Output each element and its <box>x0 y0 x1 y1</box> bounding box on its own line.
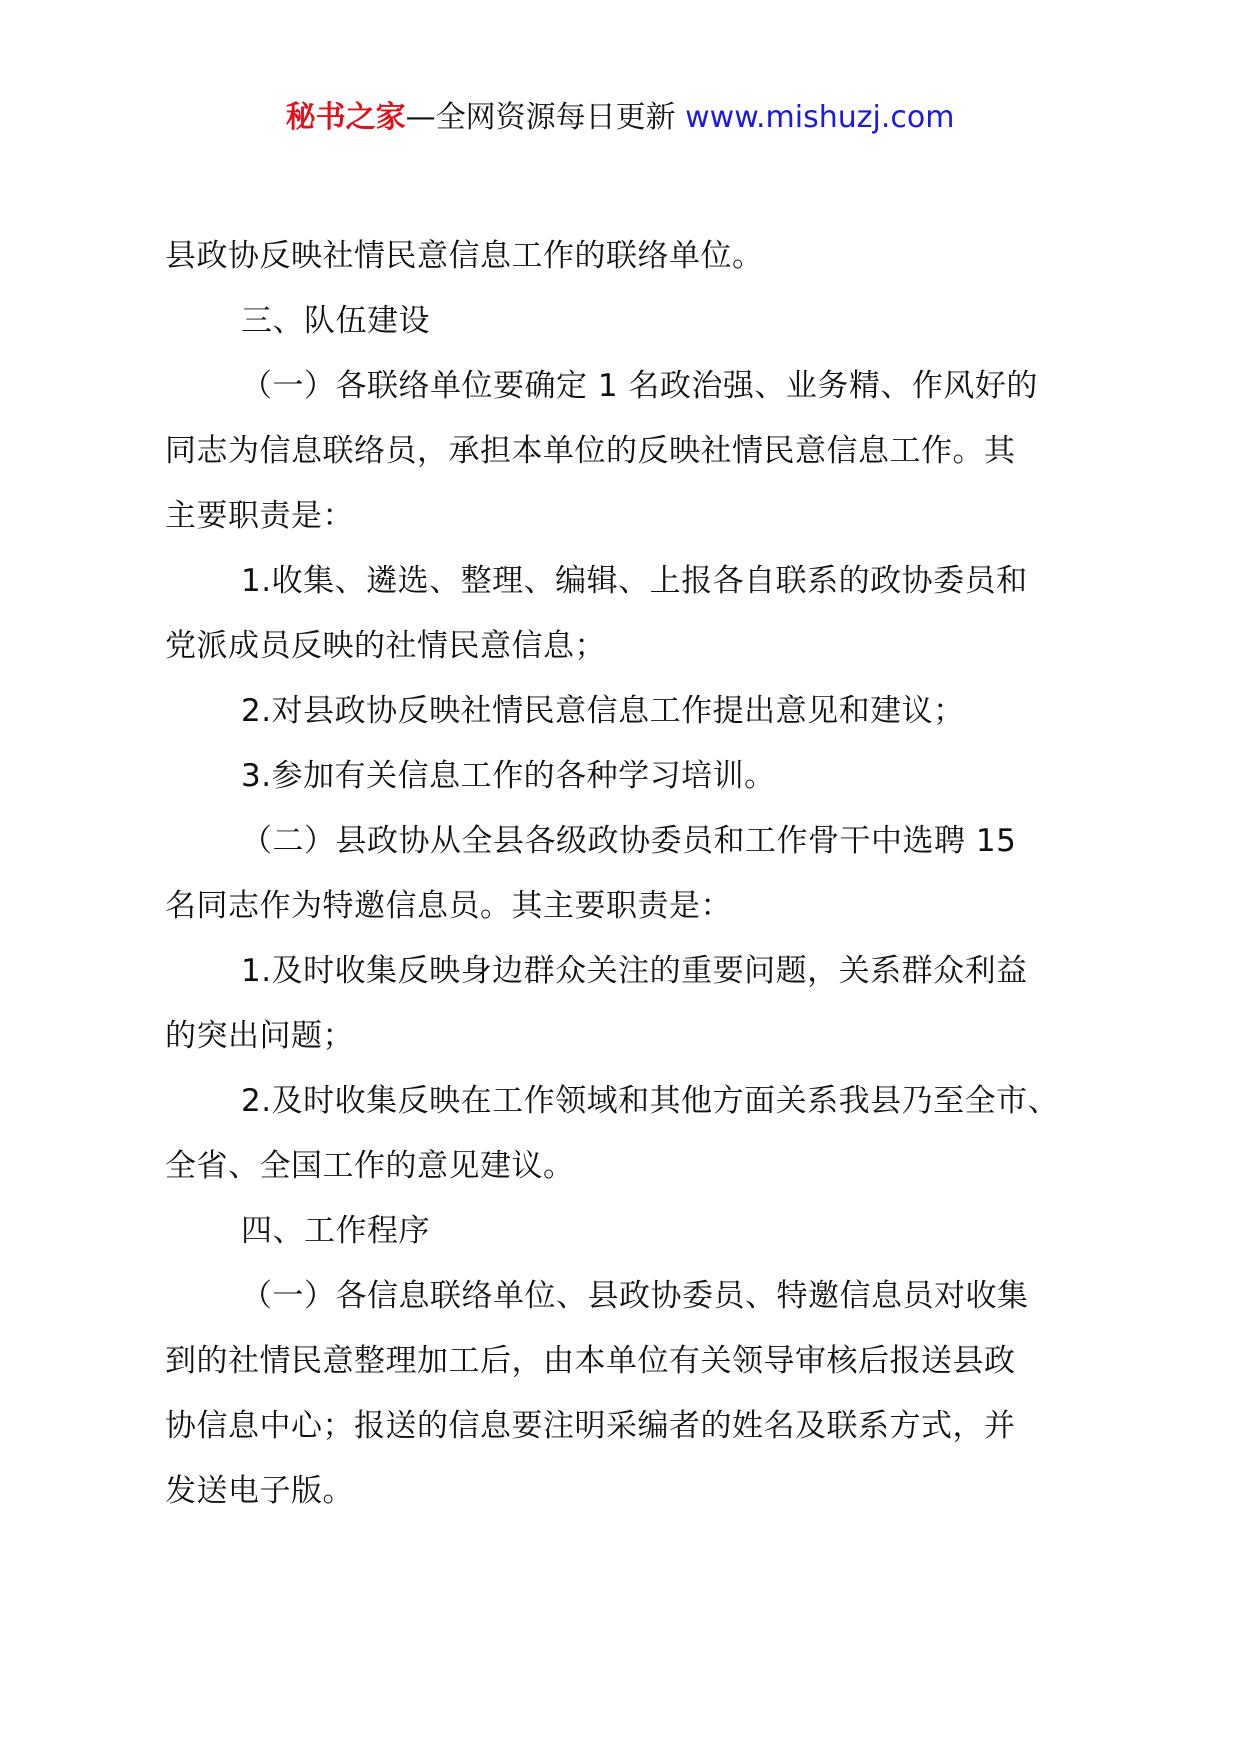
body-text-line: 主要职责是： <box>165 498 354 534</box>
body-text-line: 三、队伍建设 <box>241 303 430 339</box>
header-tagline: —全网资源每日更新 <box>405 100 676 135</box>
body-text-line: 到的社情民意整理加工后，由本单位有关领导审核后报送县政 <box>165 1343 1016 1379</box>
body-text-line: 2.及时收集反映在工作领域和其他方面关系我县乃至全市、 <box>241 1083 1060 1119</box>
brand-name: 秘书之家 <box>285 100 406 135</box>
body-text-line: 名同志作为特邀信息员。其主要职责是： <box>165 888 732 924</box>
body-text-line: 1.及时收集反映身边群众关注的重要问题，关系群众利益 <box>241 953 1028 989</box>
document-body <box>165 236 1085 1536</box>
body-text-line: （一）各信息联络单位、县政协委员、特邀信息员对收集 <box>241 1278 1029 1314</box>
body-text-line: 同志为信息联络员，承担本单位的反映社情民意信息工作。其 <box>165 433 1016 469</box>
body-text-line: 1.收集、遴选、整理、编辑、上报各自联系的政协委员和 <box>241 563 1028 599</box>
body-text-line: 的突出问题； <box>165 1018 354 1054</box>
body-text-line: 发送电子版。 <box>165 1473 354 1509</box>
body-text-line: 党派成员反映的社情民意信息； <box>165 628 606 664</box>
body-text-line: 2.对县政协反映社情民意信息工作提出意见和建议； <box>241 693 965 729</box>
body-text-line: （二）县政协从全县各级政协委员和工作骨干中选聘 15 <box>241 823 1017 859</box>
body-text-line: 协信息中心；报送的信息要注明采编者的姓名及联系方式，并 <box>165 1408 1016 1444</box>
body-text-line: （一）各联络单位要确定 1 名政治强、业务精、作风好的 <box>241 368 1038 404</box>
header-url-link[interactable]: www.mishuzj.com <box>685 100 955 135</box>
body-text-line: 县政协反映社情民意信息工作的联络单位。 <box>165 238 764 274</box>
body-text-line: 3.参加有关信息工作的各种学习培训。 <box>241 758 776 794</box>
body-text-line: 全省、全国工作的意见建议。 <box>165 1148 575 1184</box>
body-text-line: 四、工作程序 <box>241 1213 430 1249</box>
page-header <box>0 98 1240 138</box>
